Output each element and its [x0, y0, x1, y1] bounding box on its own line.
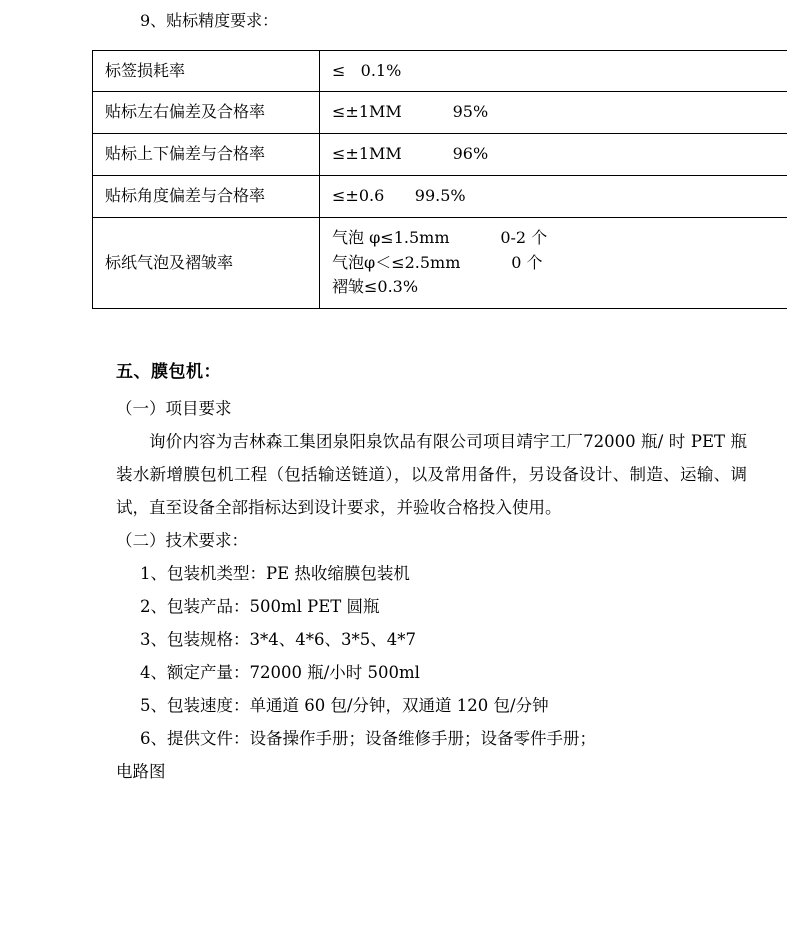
labeling-accuracy-table: [92, 50, 787, 310]
value-line: ≤±1MM 95%: [332, 102, 489, 122]
subsection-heading-1: （一）项目要求: [116, 399, 232, 419]
section-heading: 五、膜包机：: [116, 362, 221, 383]
value-line: ≤±0.6 99.5%: [332, 185, 466, 205]
table-cell-label: 贴标上下偏差与合格率: [93, 134, 320, 176]
table-cell-label: 贴标左右偏差及合格率: [93, 92, 320, 134]
table-row: [93, 134, 787, 176]
value-line: ≤±1MM 96%: [332, 144, 489, 164]
table-cell-value: [320, 50, 787, 92]
body-paragraph: 询价内容为吉林森工集团泉阳泉饮品有限公司项目靖宇工厂72000 瓶/ 时 PET 瓶装水新增膜包机工程（包括输送链道），以及常用备件，另设备设计、制造、运输、调试，直至设备全部指标达到设计要求，并验收合格投入使用。: [116, 432, 747, 518]
value-line: 气泡 φ≤1.5mm 0-2 个: [332, 227, 548, 247]
table-row: [93, 50, 787, 92]
list-item: 6、提供文件：设备操作手册；设备维修手册；设备零件手册；: [140, 729, 596, 749]
lead-line: 9、贴标精度要求：: [140, 11, 279, 30]
table-row: [93, 217, 787, 308]
subsection-heading-2: （二）技术要求：: [116, 531, 248, 551]
value-line: 气泡φ＜≤2.5mm 0 个: [332, 252, 543, 272]
list-item: 3、包装规格：3*4、4*6、3*5、4*7: [140, 630, 416, 650]
table-cell-label: 贴标角度偏差与合格率: [93, 175, 320, 217]
table-cell-value: [320, 175, 787, 217]
table-cell-value: [320, 92, 787, 134]
value-line: ≤ 0.1%: [332, 60, 402, 80]
list-item: 1、包装机类型：PE 热收缩膜包装机: [140, 564, 410, 584]
list-item-continuation: 电路图: [116, 762, 166, 782]
table-row: [93, 175, 787, 217]
vertical-spacer: [0, 309, 787, 343]
table-cell-value: [320, 217, 787, 308]
table-row: [93, 92, 787, 134]
list-item: 5、包装速度：单通道 60 包/分钟，双通道 120 包/分钟: [140, 696, 549, 716]
list-item: 4、额定产量：72000 瓶/小时 500ml: [140, 663, 420, 683]
list-item: 2、包装产品：500ml PET 圆瓶: [140, 597, 380, 617]
table-cell-value: [320, 134, 787, 176]
value-line: 褶皱≤0.3%: [332, 277, 419, 297]
table-cell-label: 标签损耗率: [93, 50, 320, 92]
table-cell-label: 标纸气泡及褶皱率: [93, 217, 320, 308]
